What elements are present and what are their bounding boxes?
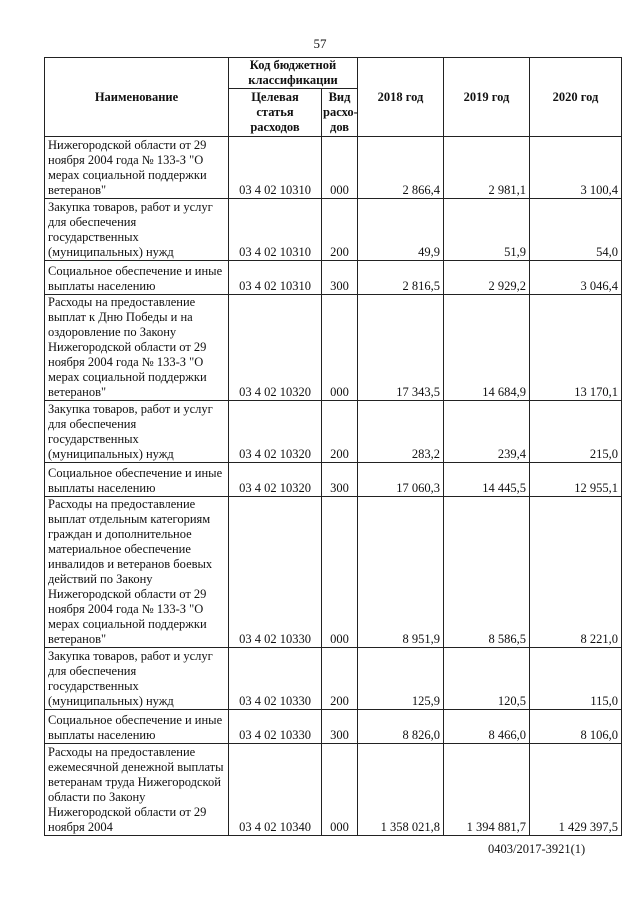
budget-table (44, 57, 622, 836)
row-target-article: 03 4 02 10310 (229, 199, 322, 261)
row-value-2018: 1 358 021,8 (358, 744, 444, 836)
row-expense-type: 200 (322, 648, 358, 710)
header-expense-type: Вид расхо-дов (322, 89, 358, 137)
row-name: Социальное обеспечение и иные выплаты населению (45, 261, 229, 295)
header-2018: 2018 год (358, 58, 444, 137)
header-2019: 2019 год (444, 58, 530, 137)
row-target-article: 03 4 02 10340 (229, 744, 322, 836)
table-row (45, 295, 622, 401)
table-row (45, 463, 622, 497)
row-value-2018: 49,9 (358, 199, 444, 261)
row-value-2019: 120,5 (444, 648, 530, 710)
row-expense-type: 000 (322, 744, 358, 836)
row-expense-type: 200 (322, 401, 358, 463)
header-2020: 2020 год (530, 58, 622, 137)
row-expense-type: 300 (322, 261, 358, 295)
row-expense-type: 000 (322, 137, 358, 199)
table-row (45, 261, 622, 295)
table-row (45, 497, 622, 648)
row-expense-type: 200 (322, 199, 358, 261)
document-number: 0403/2017-3921(1) (488, 842, 586, 856)
row-value-2020: 115,0 (530, 648, 622, 710)
row-value-2018: 8 951,9 (358, 497, 444, 648)
row-value-2018: 2 816,5 (358, 261, 444, 295)
row-target-article: 03 4 02 10320 (229, 463, 322, 497)
row-value-2019: 1 394 881,7 (444, 744, 530, 836)
row-value-2020: 54,0 (530, 199, 622, 261)
row-target-article: 03 4 02 10330 (229, 710, 322, 744)
row-value-2020: 3 100,4 (530, 137, 622, 199)
row-value-2019: 8 586,5 (444, 497, 530, 648)
row-value-2020: 12 955,1 (530, 463, 622, 497)
row-value-2020: 1 429 397,5 (530, 744, 622, 836)
row-value-2018: 17 343,5 (358, 295, 444, 401)
row-value-2019: 14 684,9 (444, 295, 530, 401)
header-name: Наименование (45, 58, 229, 137)
row-value-2018: 17 060,3 (358, 463, 444, 497)
row-value-2019: 14 445,5 (444, 463, 530, 497)
row-value-2020: 215,0 (530, 401, 622, 463)
row-value-2018: 125,9 (358, 648, 444, 710)
row-name: Закупка товаров, работ и услуг для обеспечения государственных (муниципальных) нужд (45, 648, 229, 710)
row-value-2020: 13 170,1 (530, 295, 622, 401)
page-number: 57 (313, 36, 327, 51)
row-name: Расходы на предоставление выплат к Дню Победы и на оздоровление по Закону Нижегородской области от 29 ноября 2004 года № 133-З "О мерах социальной поддержки ветеранов" (45, 295, 229, 401)
row-value-2018: 2 866,4 (358, 137, 444, 199)
table-row (45, 710, 622, 744)
row-target-article: 03 4 02 10330 (229, 648, 322, 710)
header-budget-code: Код бюджетной классификации (229, 58, 358, 89)
row-target-article: 03 4 02 10310 (229, 137, 322, 199)
row-value-2019: 8 466,0 (444, 710, 530, 744)
row-target-article: 03 4 02 10310 (229, 261, 322, 295)
row-expense-type: 300 (322, 710, 358, 744)
table-row (45, 137, 622, 199)
row-name: Социальное обеспечение и иные выплаты населению (45, 463, 229, 497)
row-value-2019: 2 929,2 (444, 261, 530, 295)
row-value-2019: 239,4 (444, 401, 530, 463)
row-expense-type: 000 (322, 295, 358, 401)
row-expense-type: 000 (322, 497, 358, 648)
row-name: Расходы на предоставление выплат отдельным категориям граждан и дополнительное материальное обеспечение инвалидов и ветеранов боевых действий по Закону Нижегородской области от 29 ноября 2004 года № 133-З "О мерах социальной поддержки ветеранов" (45, 497, 229, 648)
row-value-2020: 8 221,0 (530, 497, 622, 648)
row-expense-type: 300 (322, 463, 358, 497)
row-value-2020: 8 106,0 (530, 710, 622, 744)
table-row (45, 648, 622, 710)
row-value-2020: 3 046,4 (530, 261, 622, 295)
row-target-article: 03 4 02 10320 (229, 295, 322, 401)
row-target-article: 03 4 02 10330 (229, 497, 322, 648)
row-name: Расходы на предоставление ежемесячной денежной выплаты ветеранам труда Нижегородской области по Закону Нижегородской области от 29 ноября 2004 (45, 744, 229, 836)
row-value-2018: 283,2 (358, 401, 444, 463)
table-row (45, 199, 622, 261)
header-target-article: Целевая статья расходов (229, 89, 322, 137)
table-row (45, 744, 622, 836)
row-value-2019: 2 981,1 (444, 137, 530, 199)
row-name: Нижегородской области от 29 ноября 2004 года № 133-З "О мерах социальной поддержки ветеранов" (45, 137, 229, 199)
row-target-article: 03 4 02 10320 (229, 401, 322, 463)
row-value-2018: 8 826,0 (358, 710, 444, 744)
table-row (45, 401, 622, 463)
row-value-2019: 51,9 (444, 199, 530, 261)
row-name: Социальное обеспечение и иные выплаты населению (45, 710, 229, 744)
row-name: Закупка товаров, работ и услуг для обеспечения государственных (муниципальных) нужд (45, 199, 229, 261)
row-name: Закупка товаров, работ и услуг для обеспечения государственных (муниципальных) нужд (45, 401, 229, 463)
